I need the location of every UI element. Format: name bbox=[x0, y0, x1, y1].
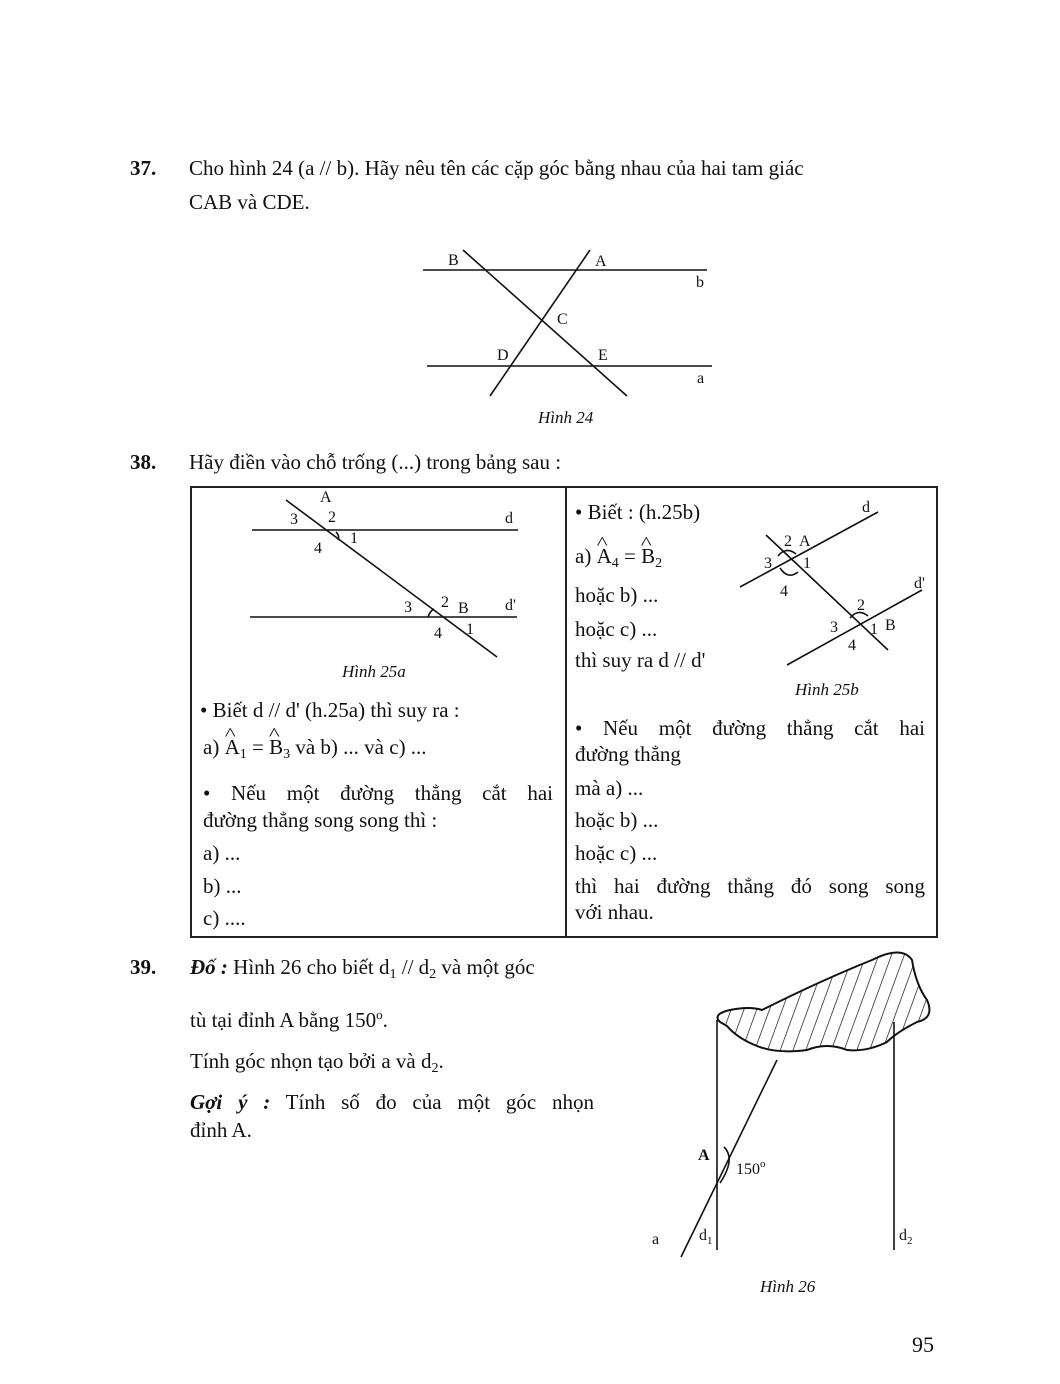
right-conclusion-line2: với nhau. bbox=[575, 900, 654, 924]
label-b2: 2 bbox=[857, 597, 865, 614]
label-b3: 3 bbox=[404, 599, 412, 616]
label-a3: 3 bbox=[764, 555, 772, 572]
label-line-a: a bbox=[697, 370, 705, 387]
label-a2: 2 bbox=[328, 509, 336, 526]
right-rule-line1: • Nếu một đường thẳng cắt hai bbox=[575, 716, 925, 740]
table-divider bbox=[565, 488, 567, 936]
label-d: d bbox=[862, 499, 870, 516]
figure-25a-caption: Hình 25a bbox=[342, 662, 406, 681]
label-b: B bbox=[458, 600, 469, 617]
label-d: d bbox=[505, 510, 513, 527]
figure-25b-caption: Hình 25b bbox=[795, 680, 859, 699]
label-e: E bbox=[598, 347, 608, 364]
exercise-37-text-line1: Cho hình 24 (a // b). Hãy nêu tên các cặp góc bằng nhau của hai tam giác bbox=[189, 156, 804, 180]
right-equation: a) ^ $A_4$ = ^ $B_2$ bbox=[575, 544, 662, 576]
label-b4: 4 bbox=[848, 637, 856, 654]
label-a-vertex: A bbox=[698, 1147, 710, 1164]
right-conclusion-line1: thì hai đường thẳng đó song song bbox=[575, 874, 925, 898]
left-item-c: c) .... bbox=[203, 906, 246, 930]
exercise-37-number: 37. bbox=[130, 156, 157, 180]
label-a4: 4 bbox=[314, 540, 322, 557]
right-then: thì suy ra d // d' bbox=[575, 648, 706, 672]
right-given: • Biết : (h.25b) bbox=[575, 500, 701, 524]
label-b: B bbox=[885, 617, 896, 634]
exercise-37-text-line2: CAB và CDE. bbox=[189, 190, 310, 214]
right-rule-line2: đường thẳng bbox=[575, 742, 681, 766]
exercise-39-line2: tù tại đỉnh A bằng 150$^o$. bbox=[190, 1007, 388, 1032]
exercise-39-hint-line2: đỉnh A. bbox=[190, 1118, 252, 1142]
page-number: 95 bbox=[912, 1332, 934, 1357]
line-a bbox=[681, 1060, 777, 1257]
exercise-39-hint-line1: Gợi ý : Tính số đo của một góc nhọn bbox=[190, 1090, 594, 1114]
figure-24-caption: Hình 24 bbox=[538, 408, 594, 427]
label-b-point: B bbox=[448, 252, 459, 269]
label-line-a: a bbox=[652, 1231, 660, 1248]
label-line-b: b bbox=[696, 274, 704, 291]
angle-arc bbox=[720, 1147, 729, 1183]
label-d: D bbox=[497, 347, 509, 364]
label-b3: 3 bbox=[830, 619, 838, 636]
label-d-prime: d' bbox=[505, 597, 516, 614]
right-or-b: hoặc b) ... bbox=[575, 583, 659, 607]
line-be bbox=[463, 250, 627, 396]
exercise-39-number: 39. bbox=[130, 955, 157, 979]
label-b1: 1 bbox=[870, 621, 878, 638]
label-a: A bbox=[320, 489, 332, 506]
label-d1: $d_1$ bbox=[699, 1227, 713, 1247]
left-item-a: a) ... bbox=[203, 841, 241, 865]
line-ad bbox=[490, 250, 590, 396]
exercise-38-intro: Hãy điền vào chỗ trống (...) trong bảng sau : bbox=[189, 450, 562, 474]
label-d-prime: d' bbox=[914, 575, 925, 592]
label-a2: 2 bbox=[784, 533, 792, 550]
label-b1: 1 bbox=[466, 621, 474, 638]
hatched-roof-shape bbox=[718, 953, 930, 1052]
left-equation: a) ^ $A_1$ = ^ $B_3$ và b) ... và c) ... bbox=[203, 735, 427, 767]
left-rule-line1: • Nếu một đường thẳng cắt hai bbox=[203, 781, 553, 805]
right-item-a: mà a) ... bbox=[575, 776, 644, 800]
label-d2: $d_2$ bbox=[899, 1227, 913, 1247]
left-given: • Biết d // d' (h.25a) thì suy ra : bbox=[200, 698, 460, 722]
left-item-b: b) ... bbox=[203, 874, 242, 898]
exercise-38-number: 38. bbox=[130, 450, 157, 474]
figure-26-caption: Hình 26 bbox=[760, 1277, 816, 1296]
label-angle: 150$^o$ bbox=[736, 1158, 766, 1178]
label-b4: 4 bbox=[434, 625, 442, 642]
label-a1: 1 bbox=[350, 530, 358, 547]
label-c: C bbox=[557, 311, 568, 328]
exercise-39-line1: Đố : Hình 26 cho biết $d_1 // d_2$ và một góc bbox=[190, 955, 535, 982]
label-a-point: A bbox=[595, 253, 607, 270]
label-a: A bbox=[799, 533, 811, 550]
right-item-c: hoặc c) ... bbox=[575, 841, 658, 865]
label-b2: 2 bbox=[441, 594, 449, 611]
label-a3: 3 bbox=[290, 511, 298, 528]
label-a4: 4 bbox=[780, 583, 788, 600]
label-a1: 1 bbox=[803, 555, 811, 572]
left-rule-line2: đường thẳng song song thì : bbox=[203, 808, 438, 832]
exercise-39-line3: Tính góc nhọn tạo bởi a và $d_2$. bbox=[190, 1049, 444, 1076]
right-item-b: hoặc b) ... bbox=[575, 808, 659, 832]
right-or-c: hoặc c) ... bbox=[575, 617, 658, 641]
